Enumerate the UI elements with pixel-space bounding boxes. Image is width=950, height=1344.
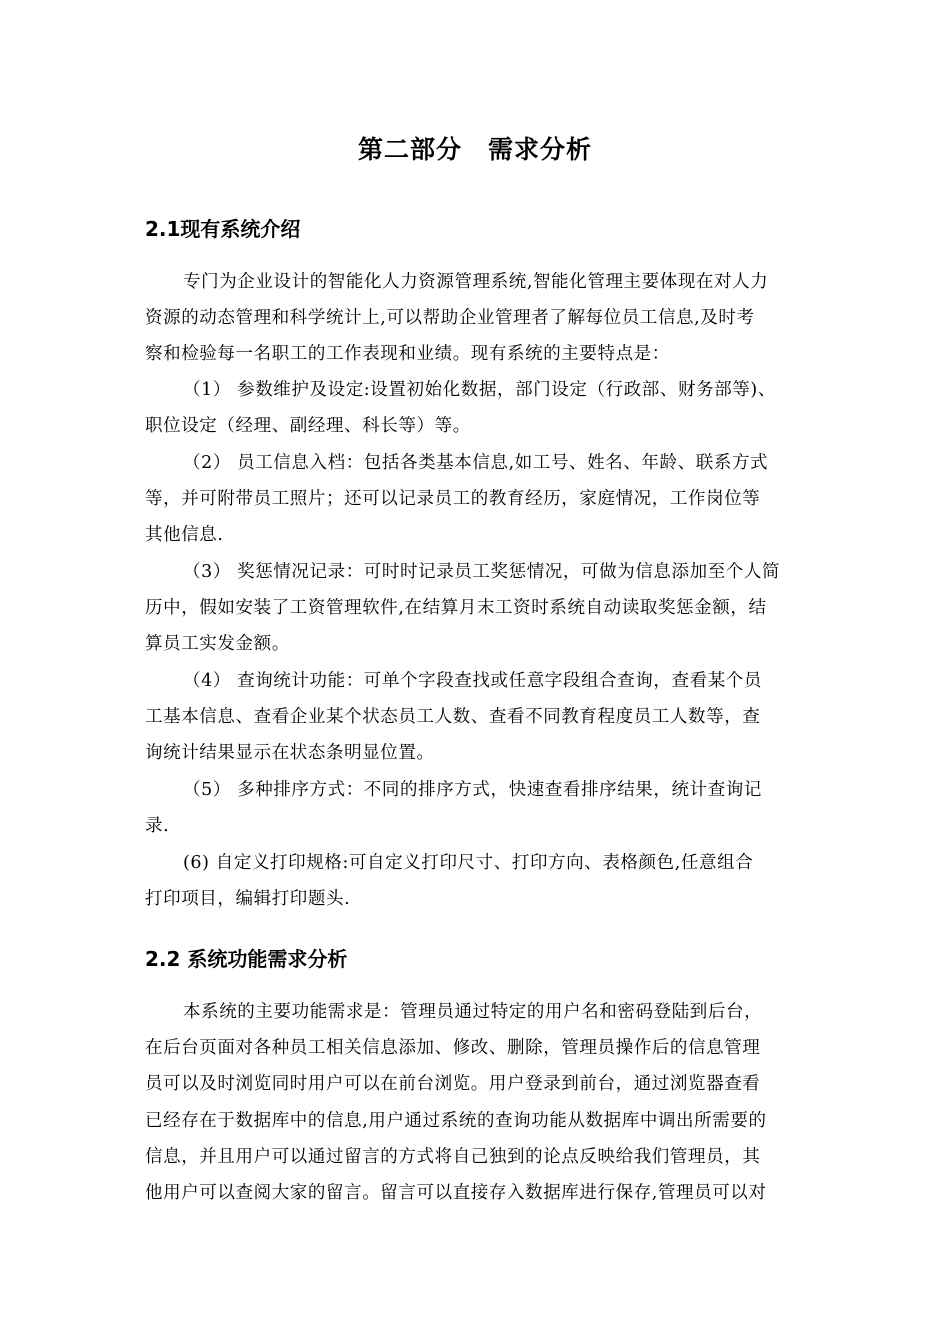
feature-line: （1） 参数维护及设定:设置初始化数据，部门设定（行政部、财务部等)、 [183,380,776,400]
feature-line: 等，并可附带员工照片；还可以记录员工的教育经历，家庭情况，工作岗位等 [145,489,761,510]
body-line: 本系统的主要功能需求是：管理员通过特定的用户名和密码登陆到后台， [183,1002,763,1022]
intro-line: 资源的动态管理和科学统计上,可以帮助企业管理者了解每位员工信息,及时考 [145,308,755,329]
intro-line: 专门为企业设计的智能化人力资源管理系统,智能化管理主要体现在对人力 [183,272,769,292]
section-2-2-body [145,994,807,1211]
body-line: 已经存在于数据库中的信息,用户通过系统的查询功能从数据库中调出所需要的 [145,1110,767,1131]
feature-item-4 [145,663,807,772]
feature-line: 录. [145,816,170,837]
feature-line: 历中，假如安装了工资管理软件,在结算月末工资时系统自动读取奖惩金额，结 [145,598,767,619]
feature-line: 其他信息. [145,525,224,546]
body-line: 他用户可以查阅大家的留言。留言可以直接存入数据库进行保存,管理员可以对 [145,1183,767,1204]
page-title [0,130,950,166]
feature-line: (6) 自定义打印规格:可自定义打印尺寸、打印方向、表格颜色,任意组合 [183,853,754,873]
title-part: 第二部分 [357,135,462,164]
body-line: 员可以及时浏览同时用户可以在前台浏览。用户登录到前台，通过浏览器查看 [145,1074,761,1095]
section-heading-2-2: 2.2 系统功能需求分析 [145,947,348,971]
feature-line: （5） 多种排序方式：不同的排序方式，快速查看排序结果，统计查询记 [183,780,762,800]
body-line: 信息，并且用户可以通过留言的方式将自己独到的论点反映给我们管理员，其 [145,1146,761,1167]
feature-item-2 [145,445,807,554]
feature-line: （3） 奖惩情况记录：可时时记录员工奖惩情况，可做为信息添加至个人简 [183,562,781,582]
body-line: 在后台页面对各种员工相关信息添加、修改、删除，管理员操作后的信息管理 [145,1038,761,1059]
section-heading-2-1: 2.1现有系统介绍 [145,217,301,241]
feature-item-3 [145,554,807,663]
feature-item-5 [145,772,807,844]
feature-line: （4） 查询统计功能：可单个字段查找或任意字段组合查询，查看某个员 [183,671,762,691]
feature-line: 询统计结果显示在状态条明显位置。 [145,743,435,764]
section-2-1-intro [145,264,807,373]
feature-item-6 [145,845,807,917]
feature-line: 职位设定（经理、副经理、科长等）等。 [145,416,471,437]
intro-line: 察和检验每一名职工的工作表现和业绩。现有系统的主要特点是： [145,344,670,365]
feature-line: 打印项目，编辑打印题头. [145,889,351,910]
feature-line: 工基本信息、查看企业某个状态员工人数、查看不同教育程度员工人数等，查 [145,707,761,728]
feature-item-1 [145,372,807,444]
feature-line: （2） 员工信息入档：包括各类基本信息,如工号、姓名、年龄、联系方式 [183,453,769,473]
feature-line: 算员工实发金额。 [145,634,290,655]
title-topic: 需求分析 [488,135,593,164]
